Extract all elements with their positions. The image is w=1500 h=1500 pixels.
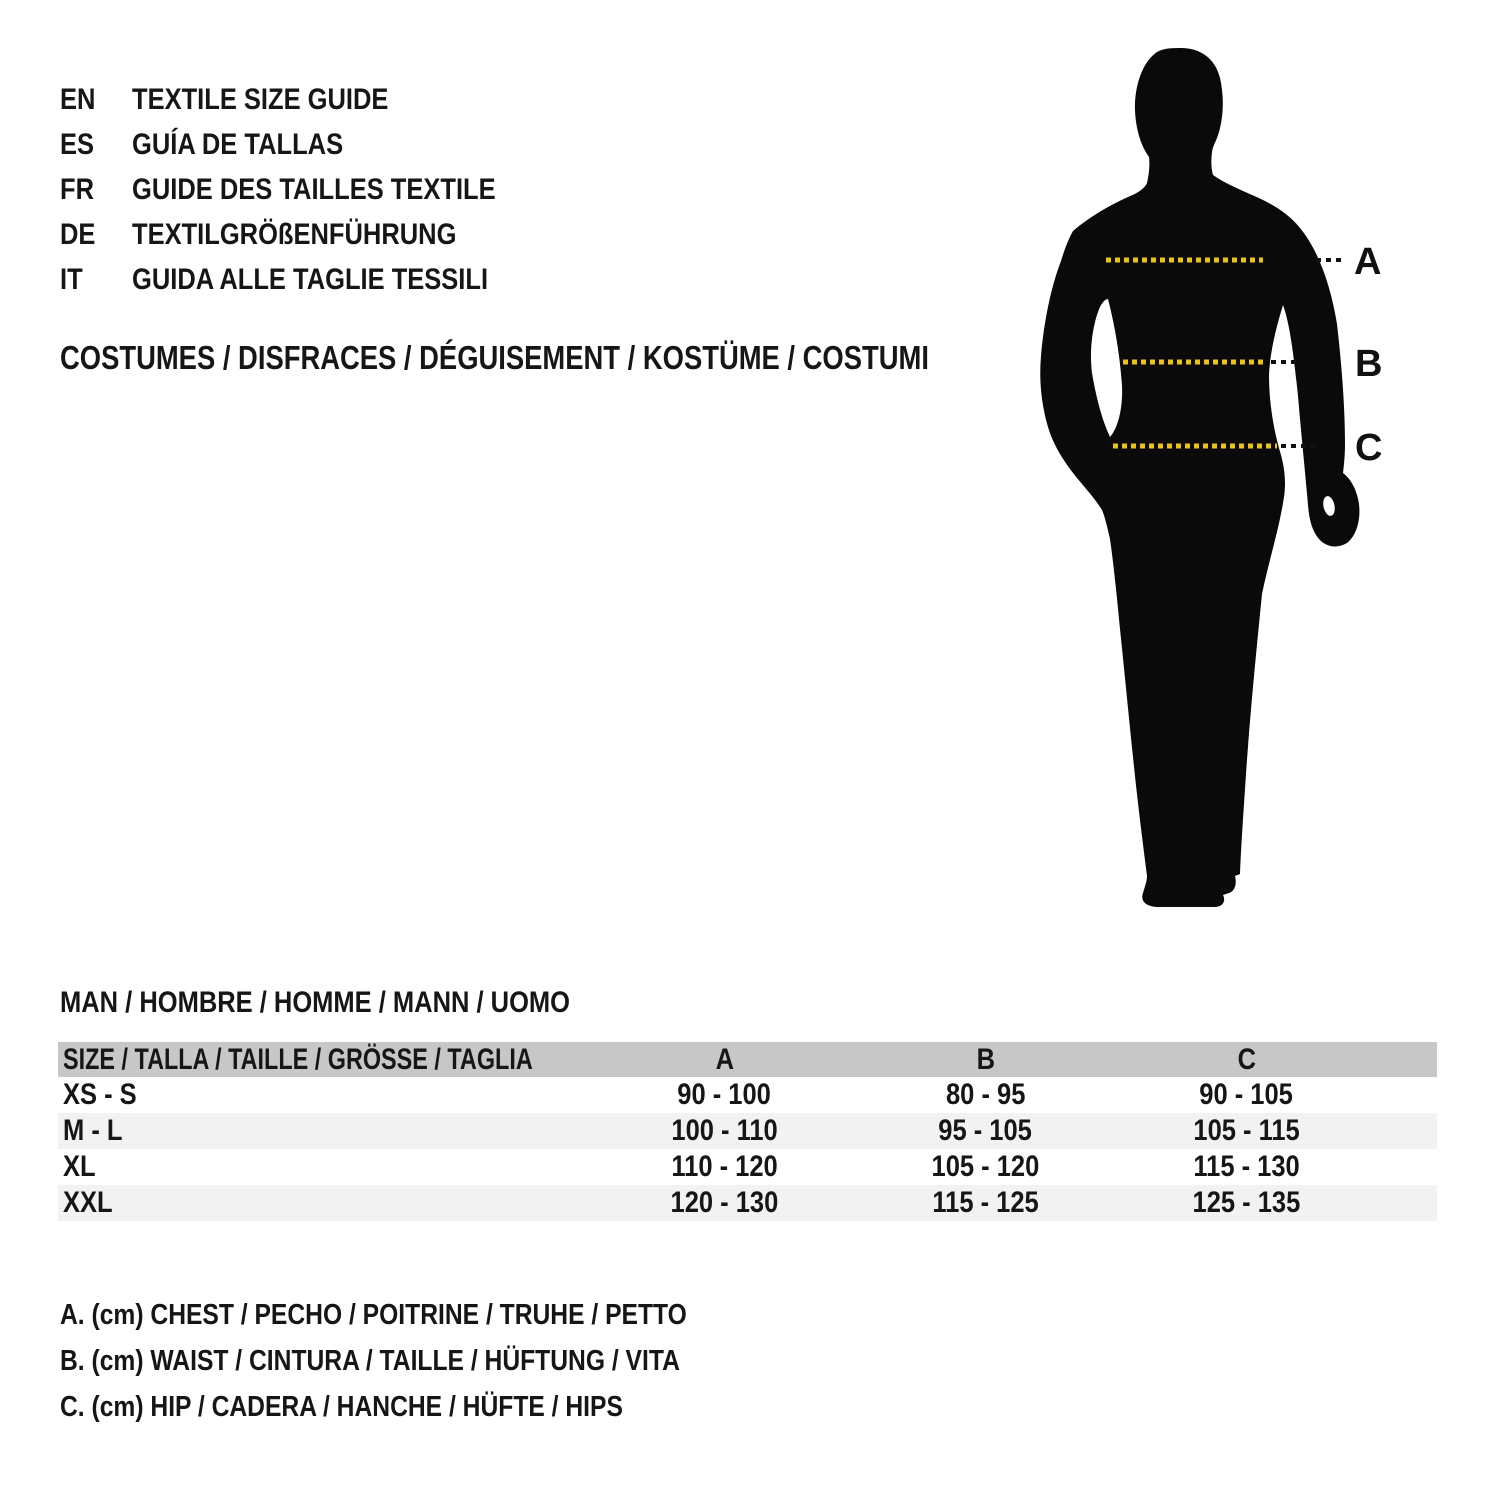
size-label: M - L (63, 1114, 123, 1147)
legend-waist: B. (cm) WAIST / CINTURA / TAILLE / HÜFTUNG / VITA (60, 1344, 680, 1377)
table-row (58, 1185, 1437, 1221)
size-table (58, 1042, 1437, 1221)
value-b: 105 - 120 (931, 1150, 1040, 1183)
language-label: GUÍA DE TALLAS (132, 127, 344, 161)
value-a: 100 - 110 (671, 1114, 778, 1147)
language-label: TEXTILE SIZE GUIDE (132, 82, 389, 116)
language-label: TEXTILGRÖßENFÜHRUNG (132, 217, 457, 251)
chest-label: A (1354, 241, 1382, 283)
language-code: EN (60, 82, 96, 116)
section-title-man: MAN / HOMBRE / HOMME / MANN / UOMO (60, 986, 570, 1019)
size-label: XXL (63, 1186, 113, 1219)
man-silhouette (1040, 48, 1359, 907)
table-row (58, 1077, 1437, 1113)
value-c: 90 - 105 (1199, 1078, 1294, 1111)
value-b: 115 - 125 (932, 1186, 1039, 1219)
column-header-b: B (976, 1042, 995, 1076)
language-row-it (60, 257, 560, 302)
value-a: 120 - 130 (670, 1186, 779, 1219)
legend-chest: A. (cm) CHEST / PECHO / POITRINE / TRUHE / PETTO (60, 1298, 687, 1331)
column-header-c: C (1237, 1042, 1256, 1076)
language-row-fr (60, 167, 560, 212)
table-row (58, 1113, 1437, 1149)
value-c: 115 - 130 (1193, 1150, 1300, 1183)
value-c: 125 - 135 (1192, 1186, 1301, 1219)
size-label: XS - S (63, 1078, 137, 1111)
language-code: IT (60, 262, 83, 296)
language-code: DE (60, 217, 96, 251)
value-b: 80 - 95 (945, 1078, 1026, 1111)
table-header-row (58, 1042, 1437, 1077)
language-row-es (60, 122, 560, 167)
size-label: XL (63, 1150, 96, 1183)
value-b: 95 - 105 (938, 1114, 1033, 1147)
waist-label: B (1355, 343, 1383, 385)
language-list (60, 77, 560, 302)
value-c: 105 - 115 (1193, 1114, 1300, 1147)
column-header-size: SIZE / TALLA / TAILLE / GRÖSSE / TAGLIA (63, 1042, 533, 1076)
language-label: GUIDA ALLE TAGLIE TESSILI (132, 262, 489, 296)
language-row-de (60, 212, 560, 257)
hip-label: C (1355, 427, 1383, 469)
column-header-a: A (715, 1042, 734, 1076)
value-a: 110 - 120 (671, 1150, 778, 1183)
value-a: 90 - 100 (677, 1078, 772, 1111)
measurement-legend (60, 1292, 797, 1430)
man-measurement-figure (1000, 30, 1420, 920)
legend-hip: C. (cm) HIP / CADERA / HANCHE / HÜFTE / HIPS (60, 1390, 623, 1423)
language-label: GUIDE DES TAILLES TEXTILE (132, 172, 496, 206)
language-code: FR (60, 172, 94, 206)
language-row-en (60, 77, 560, 122)
category-title: COSTUMES / DISFRACES / DÉGUISEMENT / KOSTÜME / COSTUMI (60, 339, 929, 376)
table-row (58, 1149, 1437, 1185)
language-code: ES (60, 127, 95, 161)
